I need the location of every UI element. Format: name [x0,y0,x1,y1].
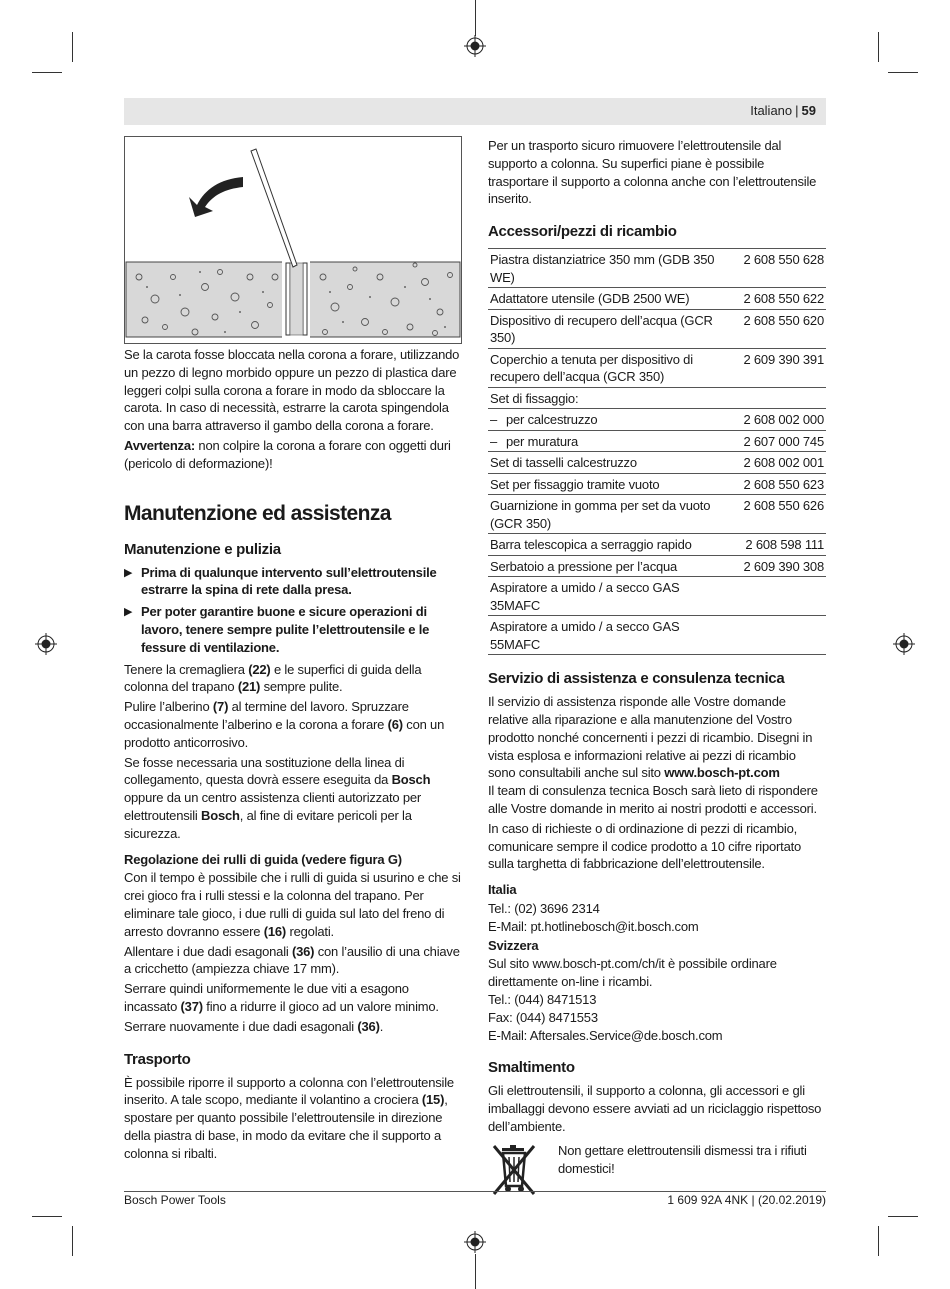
paragraph [124,661,462,697]
warning-label: Avvertenza: [124,437,196,453]
accessory-code: 2 608 550 623 [724,473,826,495]
paragraph [124,1074,462,1163]
table-row [488,616,826,655]
accessory-code: 2 608 002 000 [724,409,826,431]
footer-brand: Bosch Power Tools [124,1193,226,1207]
switzerland-text: Sul sito www.bosch-pt.com/ch/it è possibile ordinare direttamente on-line i ricambi. [488,956,777,990]
text: Serrare nuovamente i due dadi esagonali [124,1018,358,1034]
reference-number: (37) [180,998,203,1014]
weee-text: Non gettare elettroutensili dismessi tra i rifiuti domestici! [558,1142,807,1176]
crop-mark [888,1216,918,1217]
header-language: Italiano [750,103,793,118]
accessory-name [488,249,724,288]
bullet-text: Prima di qualunque intervento sull’elettroutensile estrarre la spina di rete dalla presa. [141,564,437,598]
accessory-name [488,473,724,495]
reference-number: (36) [357,1018,380,1034]
accessory-label: Set di tasselli calcestruzzo [490,455,637,471]
crop-mark [878,1226,879,1256]
accessory-label: per calcestruzzo [506,412,598,428]
accessory-label: Adattatore utensile (GDB 2500 WE) [490,291,690,307]
text: . [379,1018,384,1034]
bullet-triangle-icon: ▶ [124,566,133,579]
crop-mark [72,1226,73,1256]
accessory-label: Aspiratore a umido / a secco GAS 35MAFC [490,580,680,613]
paragraph [124,1018,462,1036]
accessory-label: Set per fissaggio tramite vuoto [490,476,660,492]
bullet-text: Per poter garantire buone e sicure operazioni di lavoro, tenere sempre pulite l’elettroutensile e le fessure di ventilazione. [141,604,430,655]
paragraph [124,980,462,1016]
accessory-code: 2 608 002 001 [724,452,826,474]
italy-phone: Tel.: (02) 3696 2314 [488,900,600,916]
table-row [488,430,826,452]
accessory-code [724,387,826,409]
table-row [488,555,826,577]
table-row [488,473,826,495]
accessory-label: Barra telescopica a serraggio rapido [490,537,692,553]
dash-marker: – [490,433,498,449]
accessory-name [488,430,724,452]
text: e le superfici di guida della colonna del trapano [124,661,422,695]
country-title-italy: Italia [488,882,517,898]
disposal-paragraph: Gli elettroutensili, il supporto a colonna, gli accessori e gli imballaggi devono essere avviati ad un riciclaggio rispettoso dell’ambiente. [488,1083,822,1134]
crop-mark [888,72,918,73]
text: Se fosse necessaria una sostituzione della linea di collegamento, questa dovrà essere eseguita da [124,754,405,788]
table-row [488,495,826,534]
safety-bullet [124,564,462,600]
page-header [124,98,826,125]
accessory-label: Guarnizione in gomma per set da vuoto (GCR 350) [490,498,711,531]
accessory-code: 2 608 550 622 [724,288,826,310]
crop-mark [32,72,62,73]
accessory-name [488,577,724,616]
subsection-title-accessories: Accessori/pezzi di ricambio [488,223,677,241]
reference-number: (6) [387,716,403,732]
subsection-title-service: Servizio di assistenza e consulenza tecnica [488,670,785,688]
reference-number: (36) [291,943,315,959]
reference-number: (7) [212,699,229,715]
italy-email[interactable]: E-Mail: pt.hotlinebosch@it.bosch.com [488,918,699,934]
accessory-code [724,577,826,616]
accessory-name [488,348,724,387]
footer-divider [124,1191,826,1192]
paragraph [124,943,462,979]
accessory-label: Dispositivo di recupero dell’acqua (GCR 350) [490,312,713,346]
accessory-code [724,616,826,655]
accessory-label: Set di fissaggio: [490,390,579,406]
page-number: 59 [801,103,816,118]
table-row [488,348,826,387]
dash-marker: – [490,412,498,428]
paragraph [124,869,462,940]
subsection-title-transport: Trasporto [124,1050,191,1068]
footer-doc-number: 1 609 92A 4NK | (20.02.2019) [667,1193,826,1207]
reference-number: (16) [263,923,287,939]
reference-number: (22) [248,661,271,677]
brand-name: Bosch [201,807,240,823]
subsection-title-disposal: Smaltimento [488,1059,575,1077]
crop-mark [878,32,879,62]
service-paragraph [488,693,826,782]
crop-mark [475,0,476,36]
accessory-name [488,452,724,474]
safety-bullet [124,603,462,656]
paragraph [124,754,462,843]
table-row [488,249,826,288]
right-column [488,137,826,1202]
accessory-label: Serbatoio a pressione per l’acqua [490,558,678,574]
text: al termine del lavoro. Spruzzare occasionalmente l’alberino e la corona a forare [124,699,409,732]
accessory-code: 2 609 390 391 [724,348,826,387]
core-removal-illustration [125,137,461,343]
switzerland-fax: Fax: (044) 8471553 [488,1009,598,1025]
transport-paragraph: Per un trasporto sicuro rimuovere l’elettroutensile dal supporto a colonna. Su superfici piane è possibile trasportare il supporto a colonna anche con l’elettroutensile inserito. [488,138,817,207]
accessory-name [488,495,724,534]
crossed-bin-icon [488,1142,540,1198]
reference-number: (15) [421,1092,445,1108]
core-removal-figure [124,136,462,344]
text: regolati. [286,923,334,939]
text: Con il tempo è possibile che i rulli di guida si usurino e che si crei gioco fra i rulli stessi e la colonna del trapano. Per eliminare tale gioco, i due rulli di guida sul lato del freno di arresto dovranno essere [124,870,461,939]
paragraph [124,698,462,751]
accessory-code: 2 608 550 628 [724,249,826,288]
text: È possibile riporre il supporto a colonna con l’elettroutensile inserito. A tale scopo, mediante il volantino a crociera [124,1074,454,1108]
accessory-name [488,387,724,409]
switzerland-email[interactable]: E-Mail: Aftersales.Service@de.bosch.com [488,1027,723,1043]
text: fino a ridurre il gioco ad un valore minimo. [202,998,439,1014]
table-row [488,387,826,409]
reference-number: (21) [237,679,261,695]
country-title-switzerland: Svizzera [488,937,539,953]
table-row [488,288,826,310]
accessory-name [488,309,724,348]
table-row [488,309,826,348]
text: Il servizio di assistenza risponde alle Vostre domande relative alla riparazione e alla manutenzione del Vostro prodotto nonché concernenti i pezzi di ricambio. Disegni in vista esplosa e informazioni relative ai pezzi di ricambio sono consultabili anche sul sito [488,694,813,781]
table-row [488,577,826,616]
table-row [488,534,826,556]
accessory-label: Coperchio a tenuta per dispositivo di recupero dell’acqua (GCR 350) [490,351,693,385]
accessory-code: 2 607 000 745 [724,430,826,452]
accessory-name [488,288,724,310]
accessory-name [488,555,724,577]
service-paragraph: Il team di consulenza tecnica Bosch sarà lieto di rispondere alle Vostre domande in merito ai nostri prodotti e accessori. [488,783,818,816]
brand-name: Bosch [391,772,431,788]
text: Allentare i due dadi esagonali [124,943,292,959]
text: oppure da un centro assistenza clienti autorizzato per elettroutensili [124,790,422,823]
registration-mark-icon [35,633,57,655]
core-removal-text: Se la carota fosse bloccata nella corona a forare, utilizzando un pezzo di legno morbido oppure un pezzo di plastica dare leggeri colpi sulla corona a forare in modo da sbloccare la carota. In caso di necessità, estrarre la carota spingendola con una barra attraverso il gambo della corona a forare. [124,347,460,434]
registration-mark-icon [893,633,915,655]
website-link[interactable]: www.bosch-pt.com [664,765,780,781]
text: Pulire l’alberino [124,699,213,715]
table-row [488,452,826,474]
text: , spostare per quanto possibile l’elettroutensile in direzione della piastra di base, in modo da evitare che il supporto a colonna si ribalti. [124,1092,448,1161]
accessory-code: 2 608 550 626 [724,495,826,534]
bullet-triangle-icon: ▶ [124,606,133,619]
section-title-maintenance: Manutenzione ed assistenza [124,501,391,525]
text: Tenere la cremagliera [124,661,249,677]
accessory-code: 2 608 550 620 [724,309,826,348]
accessory-name [488,534,724,556]
accessory-label: Aspiratore a umido / a secco GAS 55MAFC [490,619,680,652]
switzerland-phone: Tel.: (044) 8471513 [488,991,597,1007]
subsection-title-guide-rollers: Regolazione dei rulli di guida (vedere figura G) [124,851,402,867]
text: sempre pulite. [260,679,343,695]
warning-text: non colpire la corona a forare con oggetti duri (pericolo di deformazione)! [124,437,451,471]
warning-paragraph [124,437,462,473]
registration-mark-icon [464,1231,486,1253]
accessory-code: 2 609 390 308 [724,555,826,577]
accessory-name [488,409,724,431]
accessory-label: Piastra distanziatrice 350 mm (GDB 350 WE) [490,252,715,285]
left-column [124,346,462,1164]
crop-mark [72,32,73,62]
service-paragraph: In caso di richieste o di ordinazione di pezzi di ricambio, comunicare sempre il codice prodotto a 10 cifre riportato sulla targhetta di fabbricazione dell’elettroutensile. [488,820,802,872]
table-row [488,409,826,431]
accessory-name [488,616,724,655]
registration-mark-icon [464,35,486,57]
header-text: Italiano | 59 [750,103,816,118]
text: Serrare quindi uniformemente le due viti a esagono incassato [124,981,409,1014]
text: con un prodotto anticorrosivo. [124,716,445,750]
text: , al fine di evitare pericoli per la sicurezza. [124,807,412,841]
accessories-table [488,248,826,655]
subsection-title-cleaning: Manutenzione e pulizia [124,540,281,558]
accessory-label: per muratura [506,433,579,449]
text: con l’ausilio di una chiave a cricchetto (ampiezza chiave 17 mm). [124,943,460,977]
crop-mark [475,1254,476,1289]
accessory-code: 2 608 598 111 [724,534,826,556]
crop-mark [32,1216,62,1217]
